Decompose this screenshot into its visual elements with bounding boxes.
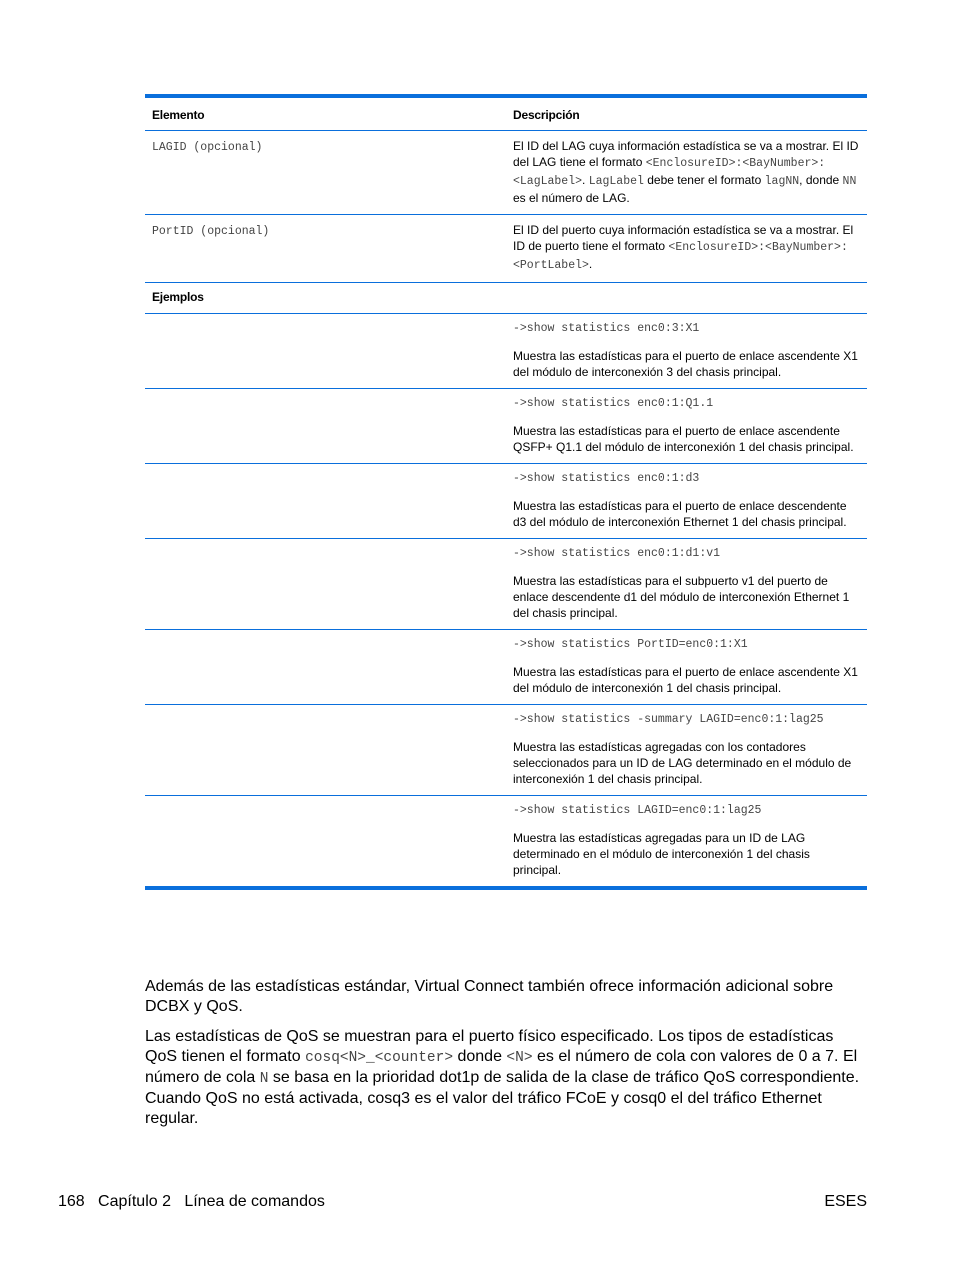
inline-code: cosq<N>_<counter>: [305, 1050, 454, 1066]
example-row: [145, 796, 867, 889]
example-description: Muestra las estadísticas para el puerto de enlace ascendente QSFP+ Q1.1 del módulo de interconexión 1 del chasis principal.: [513, 424, 854, 454]
example-row: [145, 464, 867, 539]
element-code: LAGID (opcional): [152, 141, 263, 154]
example-empty-cell: [145, 630, 506, 705]
example-row: [145, 389, 867, 464]
example-row: [145, 314, 867, 389]
header-element: Elemento: [145, 96, 506, 131]
example-description: Muestra las estadísticas para el puerto de enlace ascendente X1 del módulo de interconexión 1 del chasis principal.: [513, 665, 858, 695]
description-lagid: El ID del LAG cuya información estadística se va a mostrar. El ID del LAG tiene el formato <EnclosureID>:<BayNumber>:<LagLabel>. LagLabel debe tener el formato lagNN, donde NN es el número de LAG.: [506, 131, 867, 215]
table-row: [145, 215, 867, 283]
paragraph-qos: Las estadísticas de QoS se muestran para el puerto físico especificado. Los tipos de estadísticas QoS tienen el formato cosq<N>_<counter> donde <N> es el número de cola con valores de 0 a 7. El número de cola N se basa en la prioridad dot1p de salida de la clase de tráfico QoS correspondiente. Cuando QoS no está activada, cosq3 es el valor del tráfico FCoE y cosq0 el del tráfico Ethernet regular.: [145, 1028, 860, 1127]
example-description: Muestra las estadísticas para el subpuerto v1 del puerto de enlace descendente d1 del módulo de interconexión Ethernet 1 del chasis principal.: [513, 574, 850, 620]
example-cell: [506, 796, 867, 889]
chapter-label: Capítulo 2: [98, 1193, 171, 1210]
examples-header-row: [145, 283, 867, 314]
description-portid: El ID del puerto cuya información estadística se va a mostrar. El ID de puerto tiene el formato <EnclosureID>:<BayNumber>:<PortLabel>.: [506, 215, 867, 283]
footer-left: [58, 1192, 325, 1212]
example-cell: [506, 389, 867, 464]
example-command: ->show statistics enc0:1:Q1.1: [513, 397, 714, 410]
example-empty-cell: [145, 539, 506, 630]
element-code: PortID (opcional): [152, 225, 270, 238]
example-description: Muestra las estadísticas agregadas con los contadores seleccionados para un ID de LAG determinado en el módulo de interconexión 1 del chasis principal.: [513, 740, 852, 786]
example-empty-cell: [145, 314, 506, 389]
example-description: Muestra las estadísticas para el puerto de enlace descendente d3 del módulo de interconexión Ethernet 1 del chasis principal.: [513, 499, 847, 529]
example-empty-cell: [145, 705, 506, 796]
example-cell: [506, 630, 867, 705]
example-command: ->show statistics enc0:1:d3: [513, 472, 700, 485]
example-row: [145, 539, 867, 630]
example-command: ->show statistics LAGID=enc0:1:lag25: [513, 804, 762, 817]
example-row: [145, 630, 867, 705]
example-command: ->show statistics enc0:3:X1: [513, 322, 700, 335]
example-row: [145, 705, 867, 796]
example-cell: [506, 705, 867, 796]
example-command: ->show statistics -summary LAGID=enc0:1:lag25: [513, 713, 824, 726]
example-empty-cell: [145, 464, 506, 539]
page-number: 168: [58, 1193, 85, 1210]
chapter-title: Línea de comandos: [184, 1193, 325, 1210]
example-cell: [506, 539, 867, 630]
example-command: ->show statistics PortID=enc0:1:X1: [513, 638, 748, 651]
example-cell: [506, 314, 867, 389]
example-description: Muestra las estadísticas agregadas para un ID de LAG determinado en el módulo de interconexión 1 del chasis principal.: [513, 831, 810, 877]
example-command: ->show statistics enc0:1:d1:v1: [513, 547, 721, 560]
command-parameters-table: [145, 94, 867, 890]
element-portid: [145, 215, 506, 283]
element-lagid: [145, 131, 506, 215]
table-row: [145, 131, 867, 215]
example-description: Muestra las estadísticas para el puerto de enlace ascendente X1 del módulo de interconexión 3 del chasis principal.: [513, 349, 858, 379]
example-empty-cell: [145, 796, 506, 889]
header-description: Descripción: [506, 96, 867, 131]
table-header-row: [145, 96, 867, 131]
example-cell: [506, 464, 867, 539]
footer-right: ESES: [824, 1193, 867, 1210]
inline-code: <N>: [506, 1050, 533, 1066]
examples-label: Ejemplos: [145, 283, 867, 314]
inline-code: N: [259, 1071, 269, 1087]
paragraph-dcbx: Además de las estadísticas estándar, Virtual Connect también ofrece información adicional sobre DCBX y QoS.: [145, 978, 834, 1015]
example-empty-cell: [145, 389, 506, 464]
